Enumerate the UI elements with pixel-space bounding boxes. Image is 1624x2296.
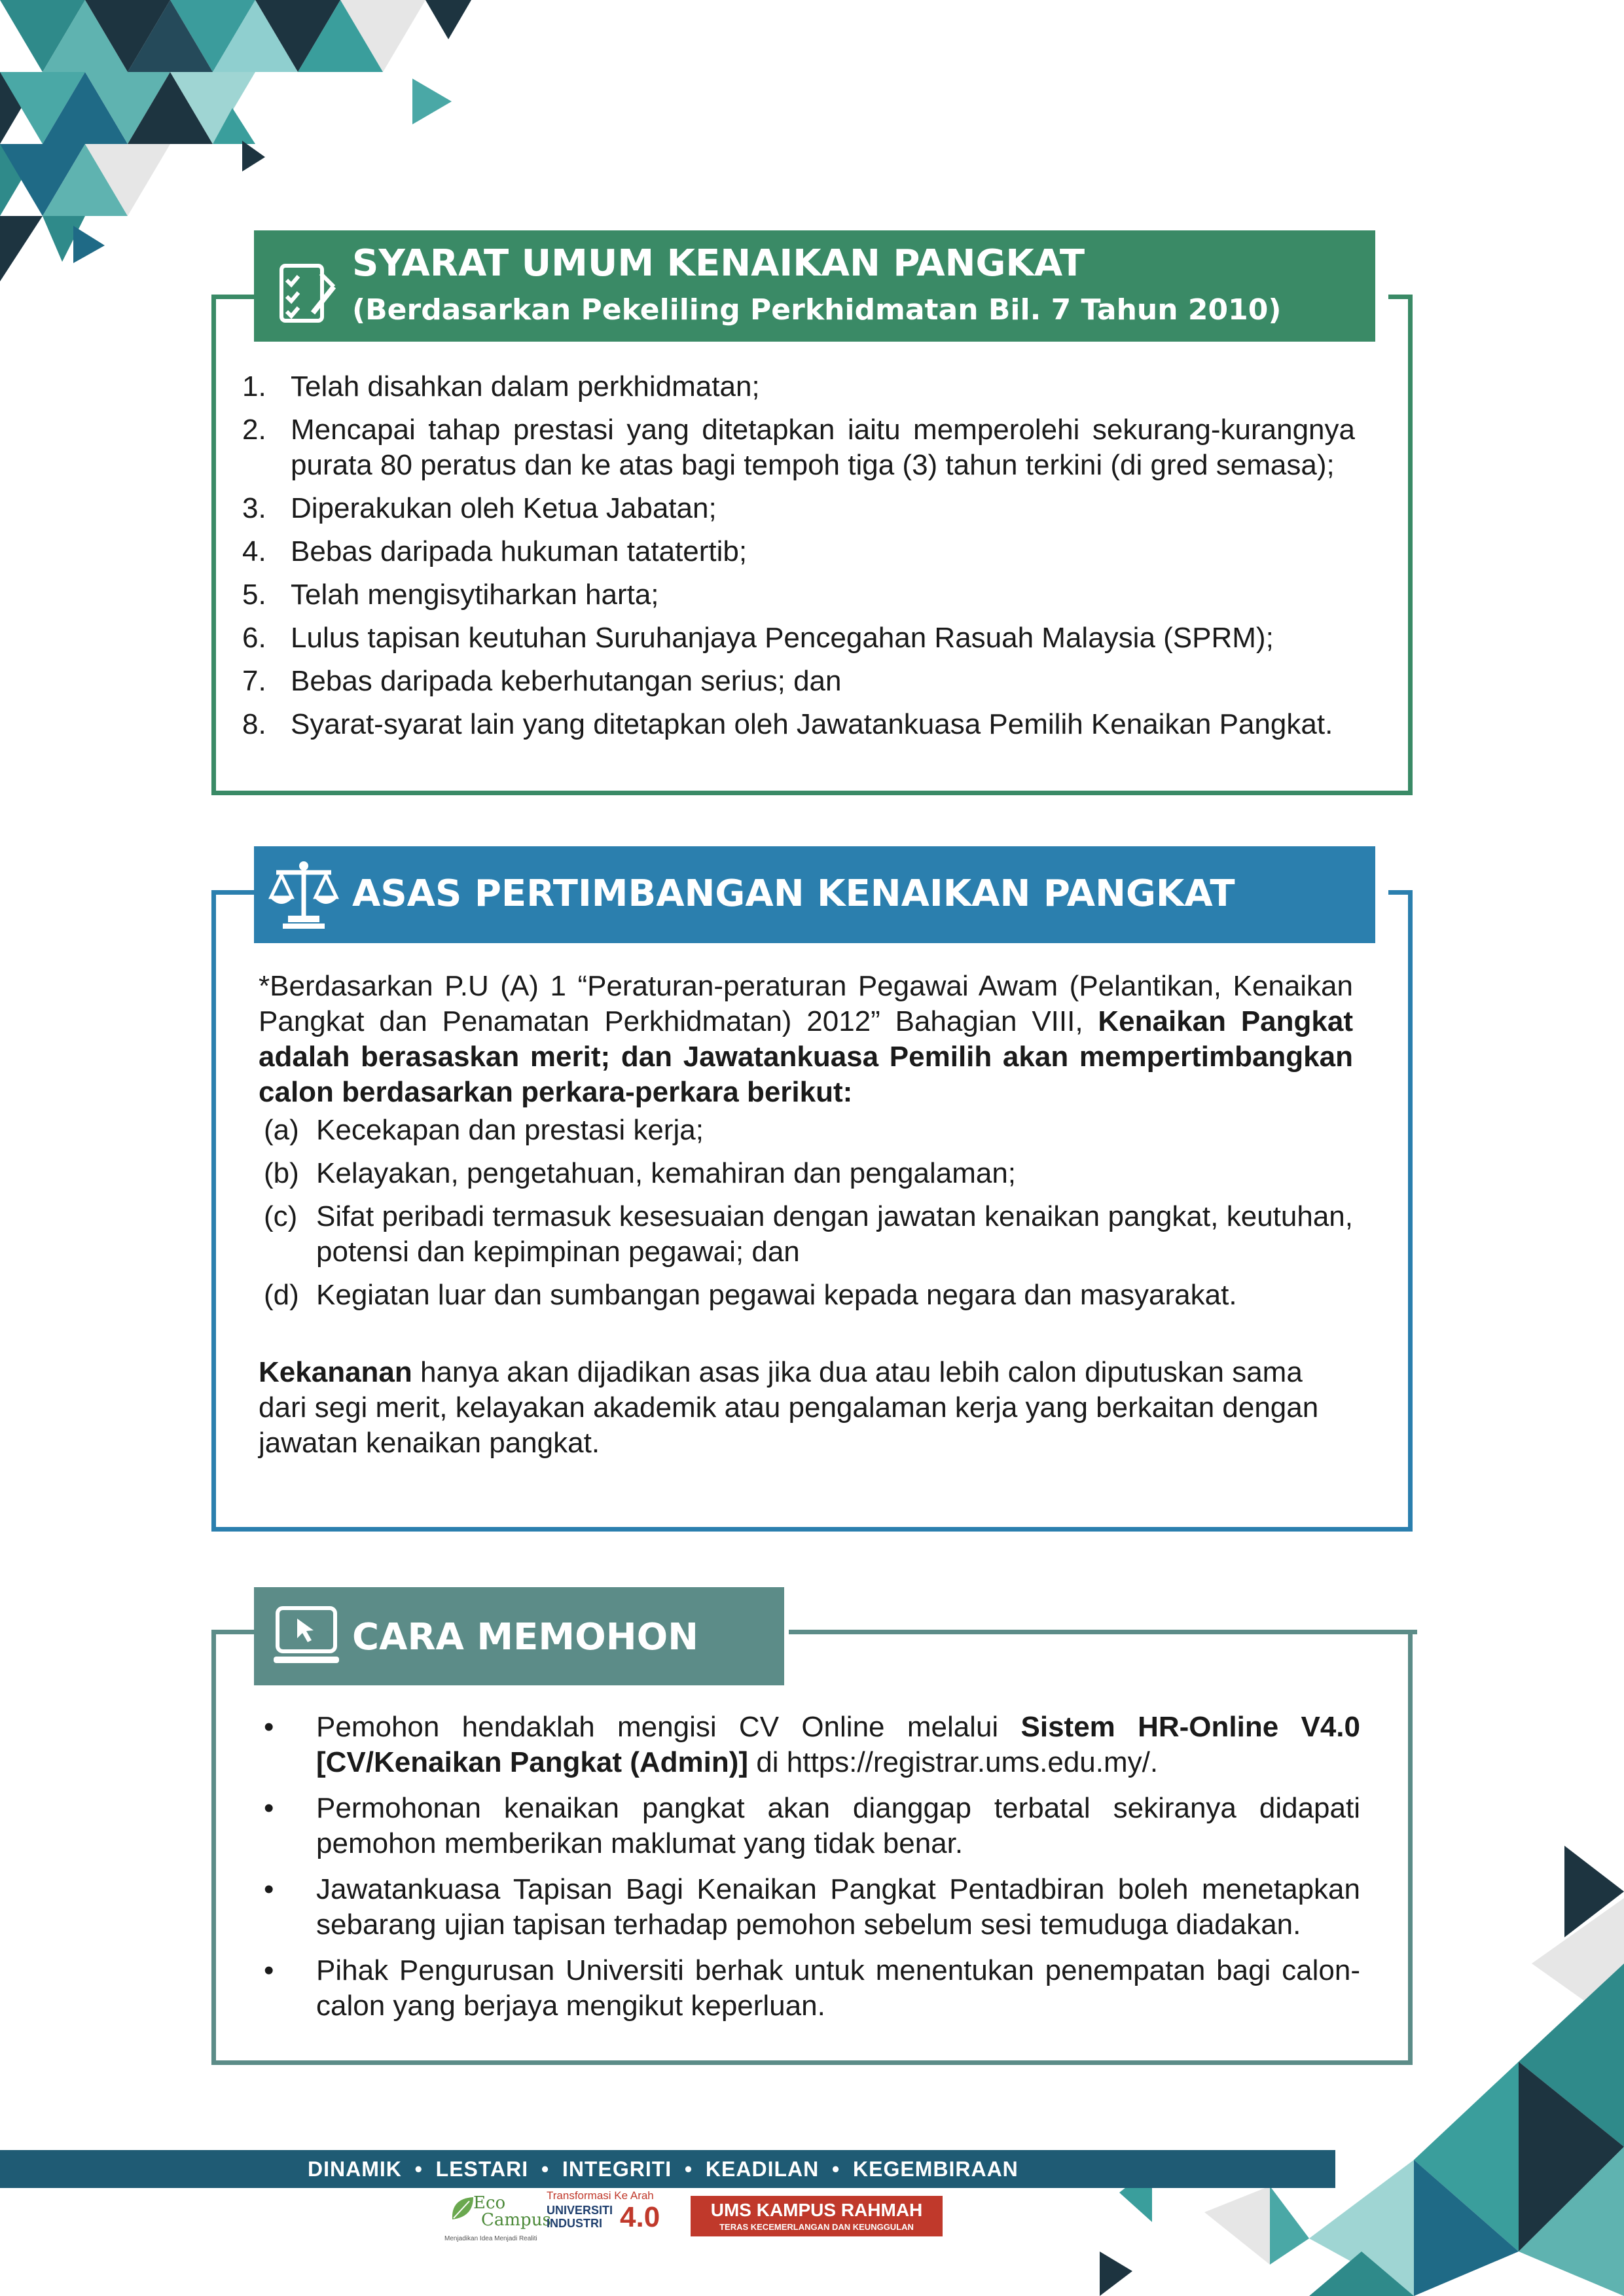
- asas-intro: *Berdasarkan P.U (A) 1 “Peraturan-peraturan Pegawai Awam (Pelantikan, Kenaikan Pangkat dan Penamatan Perkhidmatan) 2012” Bahagian VIII, Kenaikan Pangkat adalah berasaskan merit; dan Jawatankuasa Pemilih akan mempertimbangkan calon berdasarkan perkara-perkara berikut:: [259, 970, 1353, 1108]
- section-syarat-umum-header: [254, 230, 1375, 342]
- list-item: 3. Diperakukan oleh Ketua Jabatan;: [242, 492, 717, 524]
- section-title: CARA MEMOHON: [352, 1616, 699, 1659]
- section-asas-header: [254, 846, 1375, 943]
- asas-note: Kekananan hanya akan dijadikan asas jika dua atau lebih calon diputuskan sama dari segi merit, kelayakan akademik atau pengalaman kerja yang berkaitan dengan jawatan kenaikan pangkat.: [259, 1356, 1319, 1459]
- universiti-industri-logo: Transformasi Ke Arah UNIVERSITI INDUSTRI 4.0: [547, 2189, 660, 2233]
- list-item: (a) Kecekapan dan prestasi kerja;: [264, 1114, 704, 1146]
- list-item: 1. Telah disahkan dalam perkhidmatan;: [242, 370, 760, 403]
- cara-memohon-body: [259, 1710, 1360, 2034]
- checklist-icon: [274, 260, 339, 326]
- cara-memohon-list: [259, 1710, 1360, 2024]
- eco-campus-logo: Eco Campus Menjadikan Idea Menjadi Realiti: [444, 2193, 551, 2242]
- list-item: 2. Mencapai tahap prestasi yang ditetapkan iaitu memperolehi sekurang-kurangnya purata 80 peratus dan ke atas bagi tempoh tiga (3) tahun terkini (di gred semasa);: [242, 414, 1355, 481]
- list-item: 6. Lulus tapisan keutuhan Suruhanjaya Pencegahan Rasuah Malaysia (SPRM);: [242, 622, 1274, 654]
- list-item: • Pihak Pengurusan Universiti berhak untuk menentukan penempatan bagi calon-calon yang berjaya mengikut keperluan.: [264, 1954, 1360, 2022]
- asas-body: [259, 969, 1353, 1461]
- section-title: ASAS PERTIMBANGAN KENAIKAN PANGKAT: [352, 872, 1235, 915]
- footer-motto: DINAMIK • LESTARI • INTEGRITI • KEADILAN • KEGEMBIRAAN: [308, 2157, 1019, 2181]
- section-subtitle: (Berdasarkan Pekeliling Perkhidmatan Bil. 7 Tahun 2010): [352, 293, 1282, 327]
- footer-motto-bar: [0, 2150, 1335, 2188]
- list-item: (b) Kelayakan, pengetahuan, kemahiran dan pengalaman;: [264, 1157, 1017, 1189]
- ums-kampus-rahmah-logo: UMS KAMPUS RAHMAH TERAS KECEMERLANGAN DAN KEUNGGULAN: [691, 2196, 943, 2236]
- list-item: • Pemohon hendaklah mengisi CV Online melalui Sistem HR-Online V4.0 [CV/Kenaikan Pangkat (Admin)] di https://registrar.ums.edu.my/.: [264, 1711, 1360, 1778]
- monitor-cursor-icon: [274, 1604, 339, 1670]
- list-item: • Permohonan kenaikan pangkat akan dianggap terbatal sekiranya didapati pemohon memberikan maklumat yang tidak benar.: [264, 1792, 1360, 1859]
- list-item: (c) Sifat peribadi termasuk kesesuaian dengan jawatan kenaikan pangkat, keutuhan, potensi dan kepimpinan pegawai; dan: [264, 1200, 1353, 1268]
- asas-criteria-list: [259, 1113, 1353, 1313]
- list-item: 7. Bebas daripada keberhutangan serius; dan: [242, 665, 842, 697]
- list-item: (d) Kegiatan luar dan sumbangan pegawai kepada negara dan masyarakat.: [264, 1279, 1237, 1311]
- section-title: SYARAT UMUM KENAIKAN PANGKAT: [352, 242, 1085, 285]
- scales-of-justice-icon: [267, 858, 340, 931]
- syarat-list: [216, 369, 1355, 750]
- list-item: • Jawatankuasa Tapisan Bagi Kenaikan Pangkat Pentadbiran boleh menetapkan sebarang ujian tapisan terhadap pemohon sebelum sesi temuduga diadakan.: [264, 1873, 1360, 1941]
- list-item: 5. Telah mengisytiharkan harta;: [242, 579, 659, 611]
- list-item: 4. Bebas daripada hukuman tatatertib;: [242, 535, 748, 567]
- list-item: 8. Syarat-syarat lain yang ditetapkan oleh Jawatankuasa Pemilih Kenaikan Pangkat.: [242, 708, 1333, 740]
- section-cara-memohon-header: [254, 1587, 784, 1685]
